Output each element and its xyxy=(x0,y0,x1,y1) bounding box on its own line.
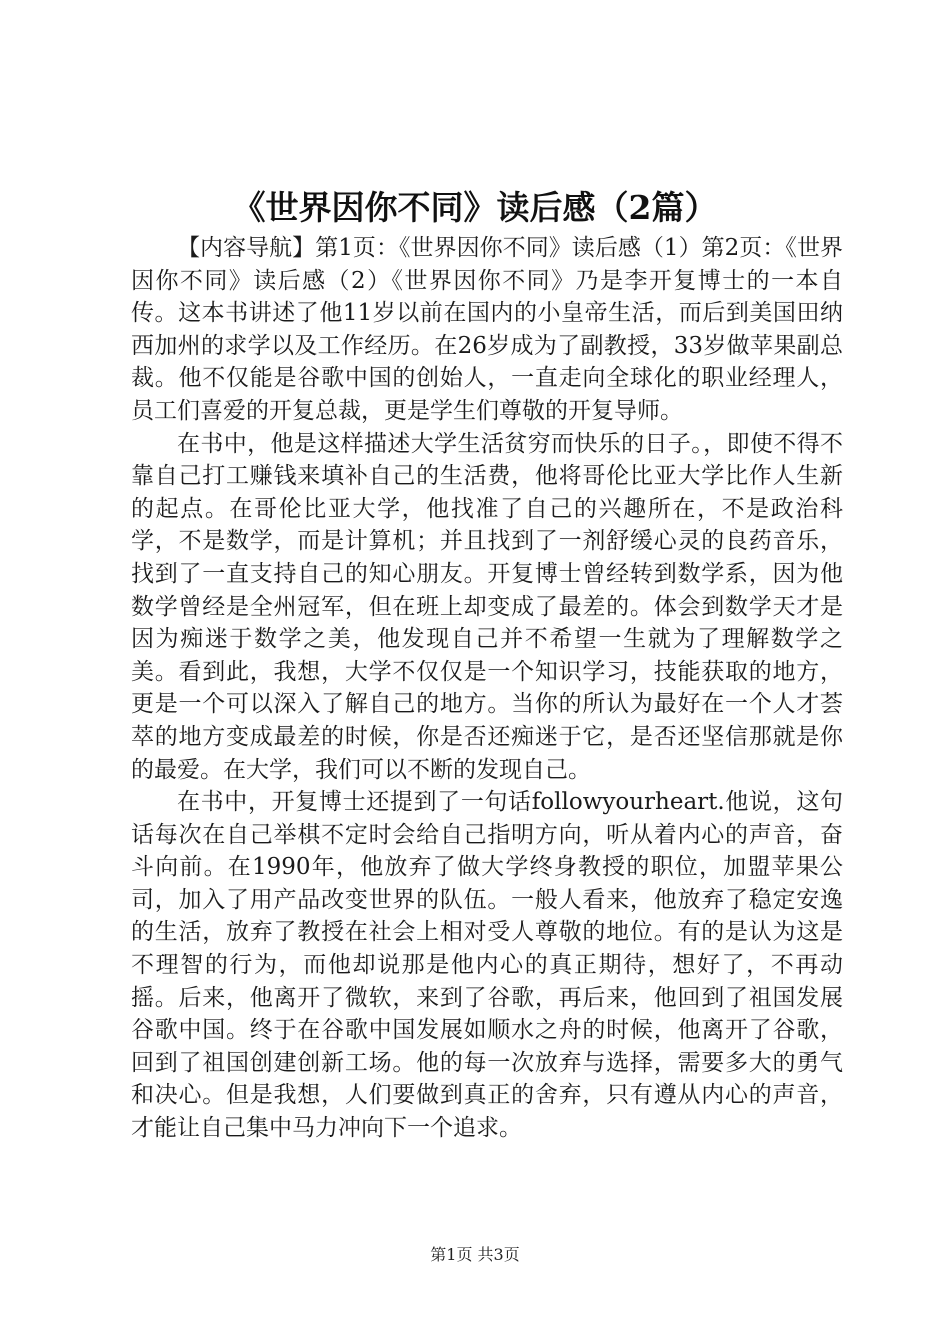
paragraph-university-life: 在书中，他是这样描述大学生活贫穷而快乐的日子。，即使不得不靠自己打工赚钱来填补自己的生活费，他将哥伦比亚大学比作人生新的起点。在哥伦比亚大学，他找准了自己的兴趣所在，不是政治科学，不是数学，而是计算机；并且找到了一剂舒缓心灵的良药音乐，找到了一直支持自己的知心朋友。开复博士曾经转到数学系，因为他数学曾经是全州冠军，但在班上却变成了最差的。体会到数学天才是因为痴迷于数学之美，他发现自己并不希望一生就为了理解数学之美。看到此，我想，大学不仅仅是一个知识学习，技能获取的地方，更是一个可以深入了解自己的地方。当你的所认为最好在一个人才荟萃的地方变成最差的时候，你是否还痴迷于它，是否还坚信那就是你的最爱。在大学，我们可以不断的发现自己。 xyxy=(131,430,843,783)
document-title: 《世界因你不同》读后感（2篇） xyxy=(232,188,718,227)
paragraph-intro: 【内容导航】第1页：《世界因你不同》读后感（1）第2页：《世界因你不同》读后感（2）《世界因你不同》乃是李开复博士的一本自传。这本书讲述了他11岁以前在国内的小皇帝生活，而后到美国田纳西加州的求学以及工作经历。在26岁成为了副教授，33岁做苹果副总裁。他不仅能是谷歌中国的创始人，一直走向全球化的职业经理人，员工们喜爱的开复总裁，更是学生们尊敬的开复导师。 xyxy=(131,235,843,424)
page-footer: 第1页 共3页 xyxy=(430,1245,520,1264)
paragraph-follow-your-heart: 在书中，开复博士还提到了一句话followyourheart.他说，这句话每次在自己举棋不定时会给自己指明方向，听从着内心的声音，奋斗向前。在1990年，他放弃了做大学终身教授的职位，加盟苹果公司，加入了用产品改变世界的队伍。一般人看来，他放弃了稳定安逸的生活，放弃了教授在社会上相对受人尊敬的地位。有的是认为这是不理智的行为，而他却说那是他内心的真正期待，想好了，不再动摇。后来，他离开了微软，来到了谷歌，再后来，他回到了祖国发展谷歌中国。终于在谷歌中国发展如顺水之舟的时候，他离开了谷歌，回到了祖国创建创新工场。他的每一次放弃与选择，需要多大的勇气和决心。但是我想，人们要做到真正的舍弃，只有遵从内心的声音，才能让自己集中马力冲向下一个追求。 xyxy=(131,789,843,1142)
document-body xyxy=(131,232,843,1145)
